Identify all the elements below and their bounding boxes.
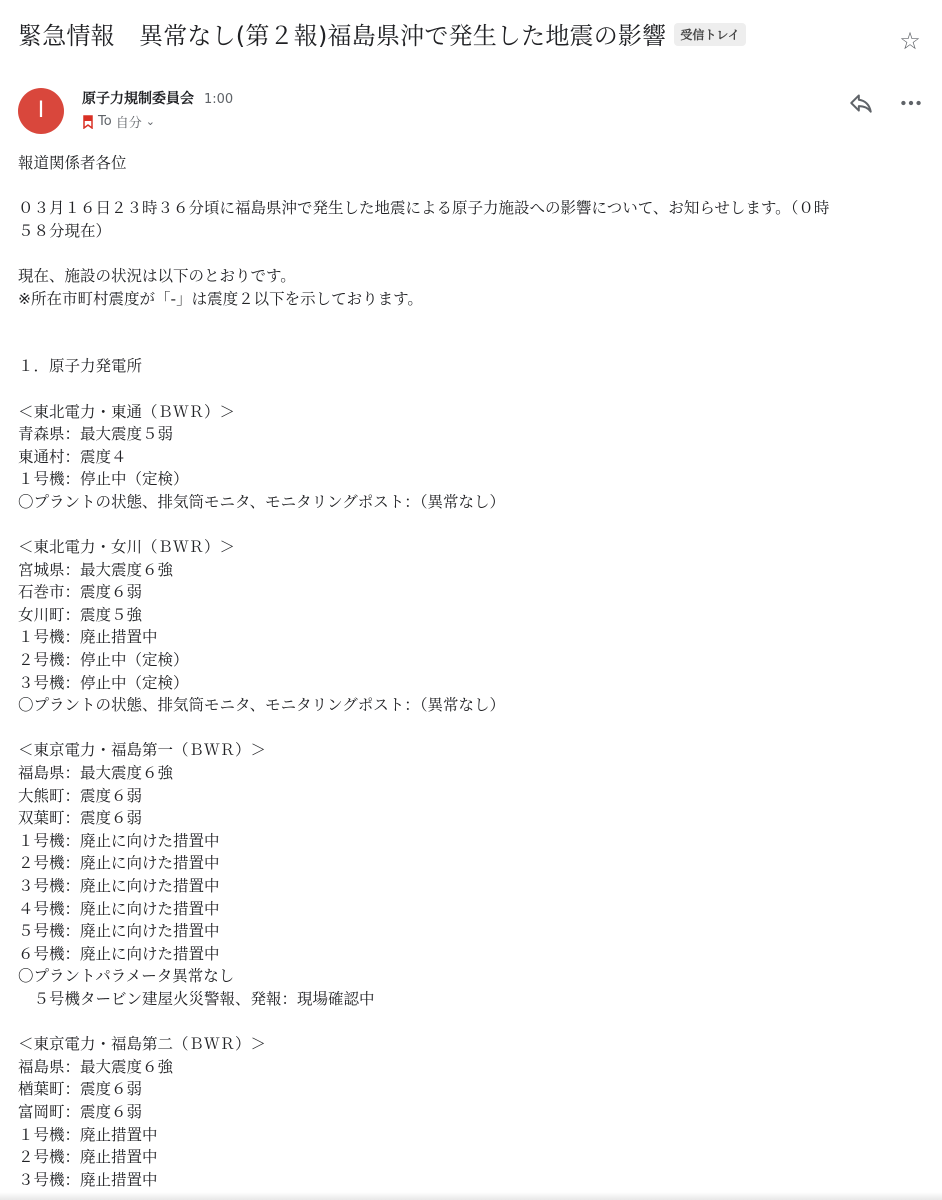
email-body-line [18,310,928,333]
more-vert-icon[interactable] [898,90,924,116]
email-body-line: 東通村：震度４ [18,447,127,466]
email-body-line: 石巻市：震度６弱 [18,583,143,602]
email-body-line: 富岡町：震度６弱 [18,1102,143,1121]
email-body-line: ３号機：廃止措置中 [18,1170,158,1189]
email-body-line: 楢葉町：震度６弱 [18,1080,143,1099]
inbox-label-chip[interactable]: 受信トレイ [674,23,745,46]
email-body-line: 〇プラントの状態、排気筒モニタ、モニタリングポスト：（異常なし） [18,696,506,715]
email-body-line: ２号機：廃止措置中 [18,1148,158,1167]
email-body-line [18,175,928,198]
email-body-line: 〇プラントパラメータ異常なし [18,967,235,986]
email-body-line: 双葉町：震度６弱 [18,809,143,828]
email-body-line [18,242,928,265]
email-body-line: 青森県：最大震度５弱 [18,425,174,444]
email-body-line: ５号機タービン建屋火災警報、発報：現場確認中 [18,989,375,1008]
email-body-line: １号機：廃止措置中 [18,1125,158,1144]
email-body-line [18,1011,928,1034]
email-body-line [18,333,928,356]
email-body-line [18,378,928,401]
email-body-line: ６号機：廃止に向けた措置中 [18,944,220,963]
email-body-line: 福島県：最大震度６強 [18,764,174,783]
sender-line [82,88,233,108]
recipient-name: 自分 [115,116,142,131]
email-body-line: ＜東京電力・福島第一（ＢＷＲ）＞ [18,741,267,760]
email-body-line: ＜東北電力・女川（ＢＷＲ）＞ [18,538,236,557]
to-label: To [98,114,112,129]
email-header [18,16,882,51]
recipient-line[interactable] [82,112,155,131]
email-body-line: 福島県：最大震度６強 [18,1057,174,1076]
bottom-divider [0,1192,942,1200]
sent-time: 1:00 [204,92,234,107]
email-body-line: １号機：廃止措置中 [18,628,158,647]
email-body-line: ２号機：停止中（定検） [18,651,189,670]
email-body-line: 〇プラントの状態、排気筒モニタ、モニタリングポスト：（異常なし） [18,492,506,511]
email-subject: 緊急情報 異常なし(第２報)福島県沖で発生した地震の影響 [18,22,667,50]
sender-name[interactable]: 原子力規制委員会 [82,91,194,107]
chevron-down-icon[interactable]: ⌄ [145,115,155,128]
email-body-line: ３号機：停止中（定検） [18,673,189,692]
email-body-line: 女川町：震度５強 [18,605,143,624]
email-body-line: 報道関係者各位 [18,154,127,172]
email-body-line: ※所在市町村震度が「-」は震度２以下を示しております。 [18,289,423,308]
email-body-line: ２号機：廃止に向けた措置中 [18,854,220,873]
important-tag-icon[interactable] [82,115,94,129]
email-body-line: ＜東京電力・福島第二（ＢＷＲ）＞ [18,1035,267,1054]
email-body-line: 大熊町：震度６弱 [18,786,143,805]
email-body-line: ５号機：廃止に向けた措置中 [18,922,220,941]
email-body-line [18,514,928,537]
email-body-line: ４号機：廃止に向けた措置中 [18,899,220,918]
email-body-line [18,717,928,740]
star-icon[interactable]: ☆ [899,27,921,55]
email-body [18,152,928,1191]
email-body-line: 現在、施設の状況は以下のとおりです。 [18,266,296,285]
email-body-line: ＜東北電力・東通（ＢＷＲ）＞ [18,402,236,421]
sender-avatar[interactable]: I [18,88,64,134]
email-body-line: ０３月１６日２３時３６分頃に福島県沖で発生した地震による原子力施設への影響について、お知らせします。（０時 [18,199,830,218]
email-body-line: ５８分現在） [18,221,112,240]
email-body-line: ３号機：廃止に向けた措置中 [18,877,220,895]
email-body-line: 宮城県：最大震度６強 [18,560,174,579]
reply-icon[interactable] [848,90,874,116]
email-body-line: １号機：停止中（定検） [18,470,189,489]
email-body-line: １．原子力発電所 [18,357,143,376]
email-body-line: １号機：廃止に向けた措置中 [18,831,220,850]
